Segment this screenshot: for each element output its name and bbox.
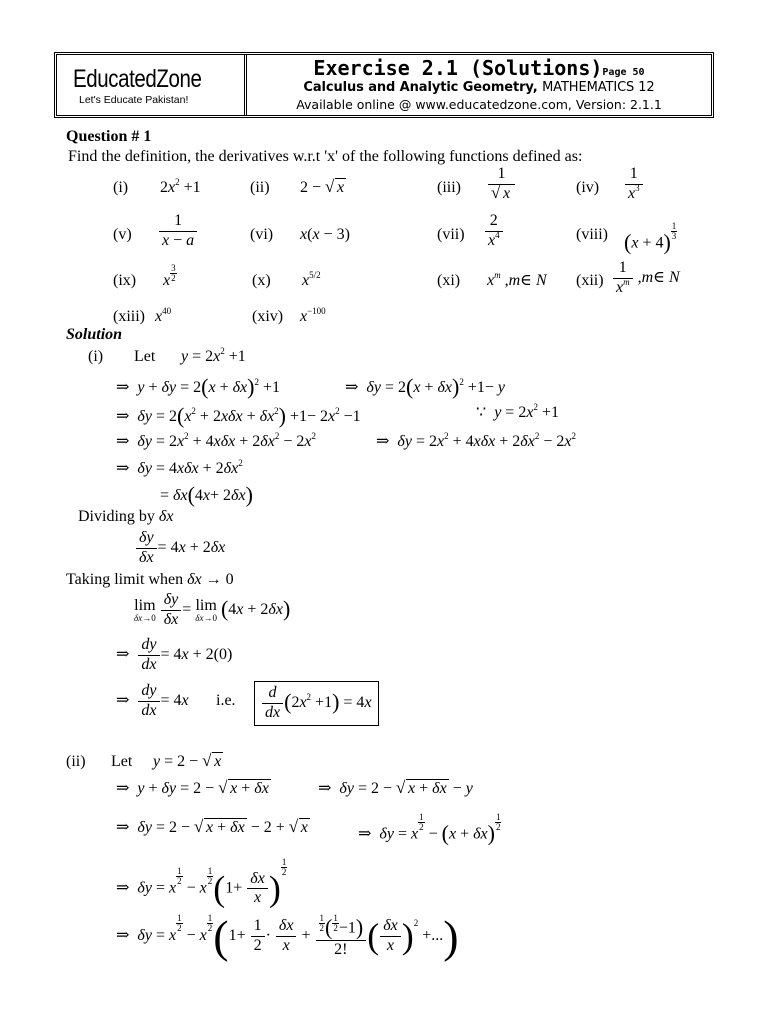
eq-ii-1: y = 2 − √ x [153,751,222,770]
brand-logo-box [57,55,247,115]
item-xiv-label: (xiv) [252,308,284,325]
eq-ii-3b: ⇒ δy = x $\frac{1}{2}$ − (x + δx) $\frac{1}{2}$ [358,812,501,846]
eq-i-7: $\frac{\delta y}{\delta x}$ = 4x + 2δx [135,530,225,567]
item-v-expr: $\frac{1}{x - a}$ [158,213,198,250]
item-xii-label: (xii) [576,272,604,289]
header-box [54,52,714,118]
item-iii-expr: 1 √ x [487,166,516,203]
eq-i-10: ⇒ $\frac{dy}{dx}$ = 4x [116,682,189,719]
header-info [247,55,711,115]
eq-i-3b: ∵ $y = 2x^2 +1$ [476,402,559,421]
final-answer-i: $\frac{d}{dx}$ $(2x^2 +1) = 4x$ [254,681,379,726]
item-vi-label: (vi) [250,226,274,243]
item-ii-expr: 2 − √ x [300,177,345,196]
part-i-label: (i) [88,348,104,365]
item-xii-expr: $\frac{1}{x^m}$ ,m∈ N [612,260,680,297]
taking-limit-line: Taking limit when δx → 0 [66,571,234,588]
item-ii-label: (ii) [250,179,270,196]
book-subtitle-plain: MATHEMATICS 12 [542,80,655,95]
dividing-by-text: Dividing by [78,508,155,525]
eq-i-3: ⇒ $\delta y = 2(x^2 + 2x\delta x + \delta x^2) +1- 2x^2 -1$ [116,403,361,428]
dividing-by-line: Dividing by δx [78,508,174,525]
eq-i-4b: ⇒ $\delta y = 2x^2 + 4x\delta x + 2\delta x^2 - 2x^2$ [376,431,576,450]
item-xi-expr: $x^m$ ,m∈ N [487,270,547,289]
eq-ii-2: ⇒ y + δy = 2 − √ x + δx [116,778,269,797]
eq-ii-4: ⇒ δy = x $\frac{1}{2}$ − x $\frac{1}{2}$ (1+ $\frac{\delta x}{x}$ ) $\frac{1}{2}$ [116,857,287,909]
part-ii-label: (ii) [66,753,86,770]
book-subtitle [247,80,711,95]
solution-heading: Solution [66,326,123,343]
part-i-let: Let [134,348,156,365]
eq-i-1: $y = 2x^2 +1$ [181,346,246,365]
eq-i-9: ⇒ $\frac{dy}{dx}$ = 4x + 2(0) [116,636,233,673]
book-subtitle-bold: Calculus and Analytic Geometry, [303,80,538,95]
item-x-label: (x) [252,272,271,289]
eq-i-8: lim δx→0 $\frac{\delta y}{\delta x}$ = lim δx→0 (4x + 2δx) [134,591,291,628]
item-xiv-expr: $x^{-100}$ [300,306,326,325]
item-iv-expr: $\frac{1}{x^3}$ [624,166,644,203]
item-i-expr: $2x^2 +1$ [160,177,201,196]
page-number: Page 50 [602,67,645,78]
eq-i-6: = δx(4x+ 2δx) [160,482,253,507]
eq-i-4: ⇒ $\delta y = 2x^2 + 4x\delta x + 2\delta x^2 - 2x^2$ [116,431,316,450]
eq-ii-3: ⇒ δy = 2 − √ x + δx − 2 + √ x [116,817,308,836]
eq-i-2b: ⇒ $\delta y = 2(x + \delta x)^2 +1- y$ [345,374,505,399]
taking-limit-text: Taking limit when [66,571,184,588]
item-v-label: (v) [113,226,132,243]
exercise-title-text: Exercise 2.1 (Solutions) [313,56,603,80]
eq-i-2: ⇒ $y + \delta y = 2(x + \delta x)^2 +1$ [116,374,280,399]
part-ii-let: Let [111,753,133,770]
item-viii-expr: (x + 4) $\frac{1}{3}$ [624,221,677,255]
question-heading: Question # 1 [66,128,152,145]
item-xiii-expr: $x^{40}$ [155,306,172,325]
item-x-expr: $x^{5/2}$ [302,270,321,289]
item-ix-label: (ix) [113,272,137,289]
exercise-title [247,56,711,80]
item-vii-label: (vii) [437,226,465,243]
availability-line: Available online @ www.educatedzone.com, Version: 2.1.1 [296,97,662,112]
item-vii-expr: $\frac{2}{x^4}$ [484,213,504,250]
brand-tagline: Let's Educate Pakistan! [79,94,189,106]
eq-i-5: ⇒ $\delta y = 4x\delta x + 2\delta x^2$ [116,458,243,477]
item-vi-expr: x(x − 3) [300,226,350,243]
eq-ii-2b: ⇒ δy = 2 − √ x + δx − y [318,778,473,797]
item-xi-label: (xi) [437,272,461,289]
item-xiii-label: (xiii) [113,308,145,325]
item-ix-expr: x $\frac{3}{2}$ [163,263,176,289]
eq-ii-5: ⇒ δy = x $\frac{1}{2}$ − x $\frac{1}{2}$ (1+ $\frac{1}{2}$ · $\frac{\delta x}{x}$ + $\frac{1}{2}$ ( $\frac{1}{2}$ −1) 2! ( $\frac{\delta x}{x}$ )$^2$ +...) [116,911,459,962]
item-i-label: (i) [113,179,129,196]
brand-name: EducatedZone [73,65,202,93]
item-iii-label: (iii) [437,179,461,196]
item-viii-label: (viii) [576,226,608,243]
ie-text: i.e. [216,692,236,709]
item-iv-label: (iv) [576,179,600,196]
question-prompt: Find the definition, the derivatives w.r.t 'x' of the following functions defined as: [68,148,583,165]
